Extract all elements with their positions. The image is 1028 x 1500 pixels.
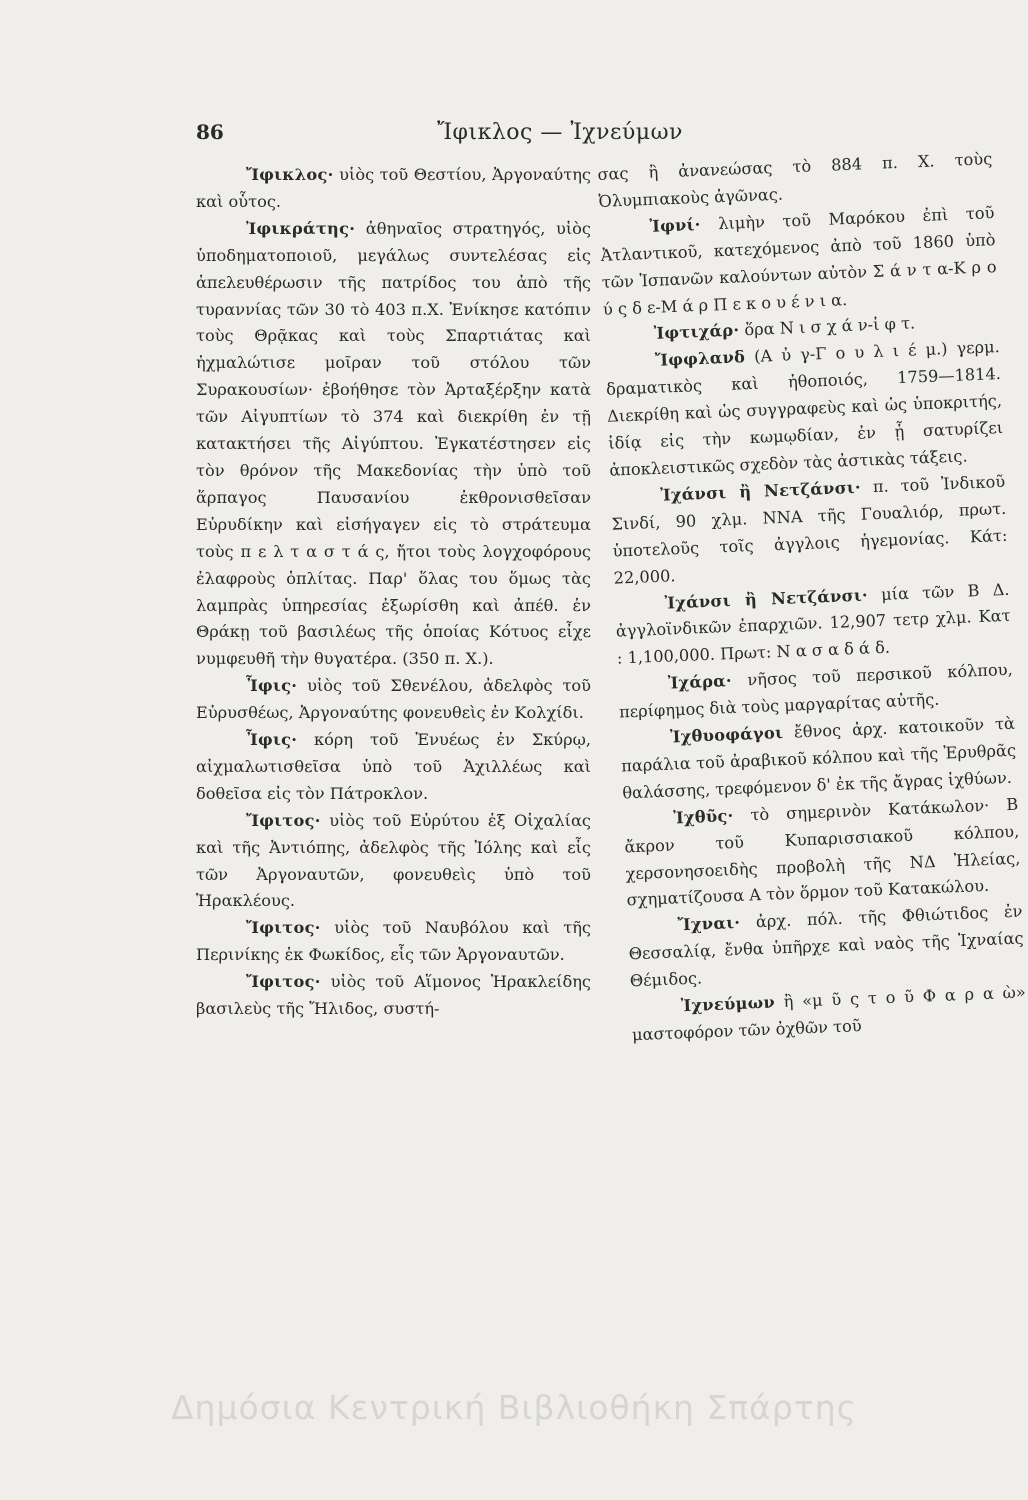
dictionary-entry bbox=[599, 200, 998, 323]
entry-headword: Ἴφφλανδ bbox=[654, 347, 746, 371]
entry-headword: Ἰχάνσι ἢ Νετζάνσι· bbox=[664, 584, 869, 613]
entry-headword: Ἶφις· bbox=[246, 730, 298, 750]
entry-text: ἀθηναῖος στρατηγός, υἱὸς ὑποδηματοποιοῦ, μεγάλως συντελέσας εἰς ἀπελευθέρωσιν τῆς πατρίδος του ἀπὸ τῆς τυραννίας τῶν 30 τὸ 403 π.Χ. Ἐνίκησε κατόπιν τοὺς Θρᾷκας καὶ τοὺς Σπαρτιάτας καὶ ἠχμαλώτισε μοῖραν τοῦ στόλου τῶν Συρακουσίων· ἐβοήθησε τὸν Ἀρταξέρξην κατὰ τῶν Αἰγυπτίων τὸ 374 καὶ διεκρίθη ἐν τῇ κατακτήσει τῆς Αἰγύπτου. Ἐγκατέστησεν εἰς τὸν θρόνον τῆς Μακεδονίας τὴν ὑπὸ τοῦ ἅρπαγος Παυσανίου ἐκθρονισθεῖσαν Εὐρυδίκην καὶ εἰσήγαγεν εἰς τὸ στράτευμα τοὺς π ε λ τ α σ τ ά ς, ἤτοι τοὺς λογχοφόρους ἐλαφροὺς ὁπλίτας. Παρ' ὅλας του ὅμως τὰς λαμπρὰς ὑπηρεσίας ἐξωρίσθη καὶ ἀπέθ. ἐν Θράκῃ τοῦ βασιλέως τῆς ὁποίας Κότυος εἶχε νυμφευθῆ τὴν θυγατέρα. (350 π. Χ.). bbox=[196, 218, 591, 669]
dictionary-entry bbox=[623, 791, 1022, 914]
entry-headword: Ἶφις· bbox=[246, 676, 298, 696]
entry-text: ἢ «μ ῦ ς τ ο ῦ Φ α ρ α ὼ» μαστοφόρον τῶν ὀχθῶν τοῦ bbox=[631, 982, 1027, 1045]
entry-headword: Ἴχναι· bbox=[677, 913, 741, 935]
entry-headword: Ἴφιτος· bbox=[246, 918, 321, 938]
left-column bbox=[196, 162, 591, 1023]
dictionary-entry bbox=[605, 334, 1005, 484]
entry-headword: Ἰχνεύμων bbox=[680, 992, 776, 1016]
entry-text: ὅρα Ν ι σ χ ά ν-ἰ φ τ. bbox=[738, 313, 916, 340]
dictionary-entry bbox=[610, 469, 1009, 592]
entry-headword: Ἰχθῦς· bbox=[672, 805, 734, 828]
entry-headword: Ἴφιτος· bbox=[246, 972, 321, 992]
entry-headword: Ἰχθυοφάγοι bbox=[669, 723, 784, 747]
dictionary-entry bbox=[196, 216, 591, 673]
entry-text: νῆσος τοῦ περσικοῦ κόλπου, περίφημος διὰ τοὺς μαργαρίτας αὐτῆς. bbox=[618, 659, 1014, 722]
entry-headword: Ἰχάνσι ἢ Νετζάνσι· bbox=[660, 477, 862, 505]
entry-text: υἱὸς τοῦ Σθενέλου, ἀδελφὸς τοῦ Εὐρυσθέως, Ἀργοναύτης φονευθεὶς ἐν Κολχίδι. bbox=[196, 676, 591, 723]
entry-text: υἱὸς τοῦ Αἵμονος Ἡρακλείδης βασιλεὺς τῆς Ἤλιδος, συστή- bbox=[196, 972, 591, 1019]
dictionary-entry bbox=[196, 727, 591, 808]
entry-text: τὸ σημερινὸν Κατάκωλον· Β ἄκρον τοῦ Κυπαρισσιακοῦ κόλπου, χερσονησοειδὴς προβολὴ τῆς ΝΔ Ἠλείας, σχηματίζουσα Α τὸν ὅρμον τοῦ Κατακώλου. bbox=[624, 794, 1021, 910]
entry-text: (Α ὐ γ-Γ ο υ λ ι έ μ.) γερμ. δραματικὸς καὶ ἠθοποιός, 1759—1814. Διεκρίθη καὶ ὡς συγγραφεὺς καὶ ὡς ὑποκριτής, ἰδίᾳ εἰς τὴν κωμῳδίαν, ἐν ᾗ σατυρίζει ἀποκλειστικῶς σχεδὸν τὰς ἀστικὰς τάξεις. bbox=[605, 337, 1004, 480]
entry-text: μία τῶν Β Δ. ἀγγλοϊνδικῶν ἐπαρχιῶν. 12,907 τετρ χλμ. Κατ : 1,100,000. Πρωτ: Ν α σ α δ ά δ. bbox=[615, 579, 1011, 668]
right-column bbox=[597, 146, 1027, 1049]
entry-text: υἱὸς τοῦ Ναυβόλου καὶ τῆς Περινίκης ἐκ Φωκίδος, εἷς τῶν Ἀργοναυτῶν. bbox=[196, 918, 591, 965]
entry-text: υἱὸς τοῦ Θεστίου, Ἀργοναύτης καὶ οὗτος. bbox=[196, 165, 591, 211]
library-watermark: Δημόσια Κεντρική Βιβλιοθήκη Σπάρτης bbox=[170, 1388, 858, 1427]
entry-headword: Ἰχάρα· bbox=[667, 671, 733, 693]
entry-text: π. τοῦ Ἰνδικοῦ Σινδί, 90 χλμ. ΝΝΑ τῆς Γουαλιόρ, πρωτ. ὑποτελοῦς τοῖς ἀγγλοις ἡγεμονίας. Κάτ: 22,000. bbox=[611, 471, 1008, 588]
entry-text: λιμὴν τοῦ Μαρόκου ἐπὶ τοῦ Ἀτλαντικοῦ, κατεχόμενος ἀπὸ τοῦ 1860 ὑπὸ τῶν Ἱσπανῶν καλούντων αὐτὸν Σ ά ν τ α-Κ ρ ο ύ ς δ ε-Μ ά ρ Π ε κ ο υ έ ν ι α. bbox=[600, 202, 997, 319]
dictionary-entry bbox=[196, 673, 591, 727]
running-title: Ἴφικλος — Ἰχνεύμων bbox=[437, 120, 683, 145]
entry-headword: Ἴφιτος· bbox=[246, 810, 321, 830]
dictionary-entry bbox=[196, 808, 591, 916]
entry-text: κόρη τοῦ Ἐνυέως ἐν Σκύρῳ, αἰχμαλωτισθεῖσα ὑπὸ τοῦ Ἀχιλλέως καὶ δοθεῖσα εἰς τὸν Πάτροκλον. bbox=[196, 730, 591, 803]
page-number: 86 bbox=[196, 120, 224, 144]
entry-text: ἀρχ. πόλ. τῆς Φθιώτιδος ἐν Θεσσαλίᾳ, ἔνθα ὑπῆρχε καὶ ναὸς τῆς Ἰχναίας Θέμιδος. bbox=[628, 901, 1024, 991]
dictionary-entry bbox=[620, 711, 1018, 808]
entry-text: σας ἢ ἀνανεώσας τὸ 884 π. Χ. τοὺς Ὀλυμπιακοὺς ἀγῶνας. bbox=[597, 149, 993, 211]
entry-headword: Ἰφνί· bbox=[649, 214, 701, 236]
dictionary-entry bbox=[196, 162, 591, 216]
entry-text: ἔθνος ἀρχ. κατοικοῦν τὰ παράλια τοῦ ἀραβικοῦ κόλπου καὶ τῆς Ἐρυθρᾶς θαλάσσης, τρεφόμενον δ' ἐκ τῆς ἄγρας ἰχθύων. bbox=[620, 713, 1017, 803]
entry-headword: Ἴφικλος· bbox=[246, 165, 334, 184]
entry-headword: Ἰφτιχάρ· bbox=[653, 320, 740, 344]
dictionary-entry bbox=[196, 915, 591, 969]
dictionary-entry bbox=[196, 969, 591, 1023]
entry-text: υἱὸς τοῦ Εὐρύτου ἐξ Οἰχαλίας καὶ τῆς Ἀντιόπης, ἀδελφὸς τῆς Ἰόλης καὶ εἷς τῶν Ἀργοναυτῶν, φονευθεὶς ὑπὸ τοῦ Ἡρακλέους. bbox=[196, 810, 591, 911]
entry-headword: Ἰφικράτης· bbox=[246, 218, 356, 238]
